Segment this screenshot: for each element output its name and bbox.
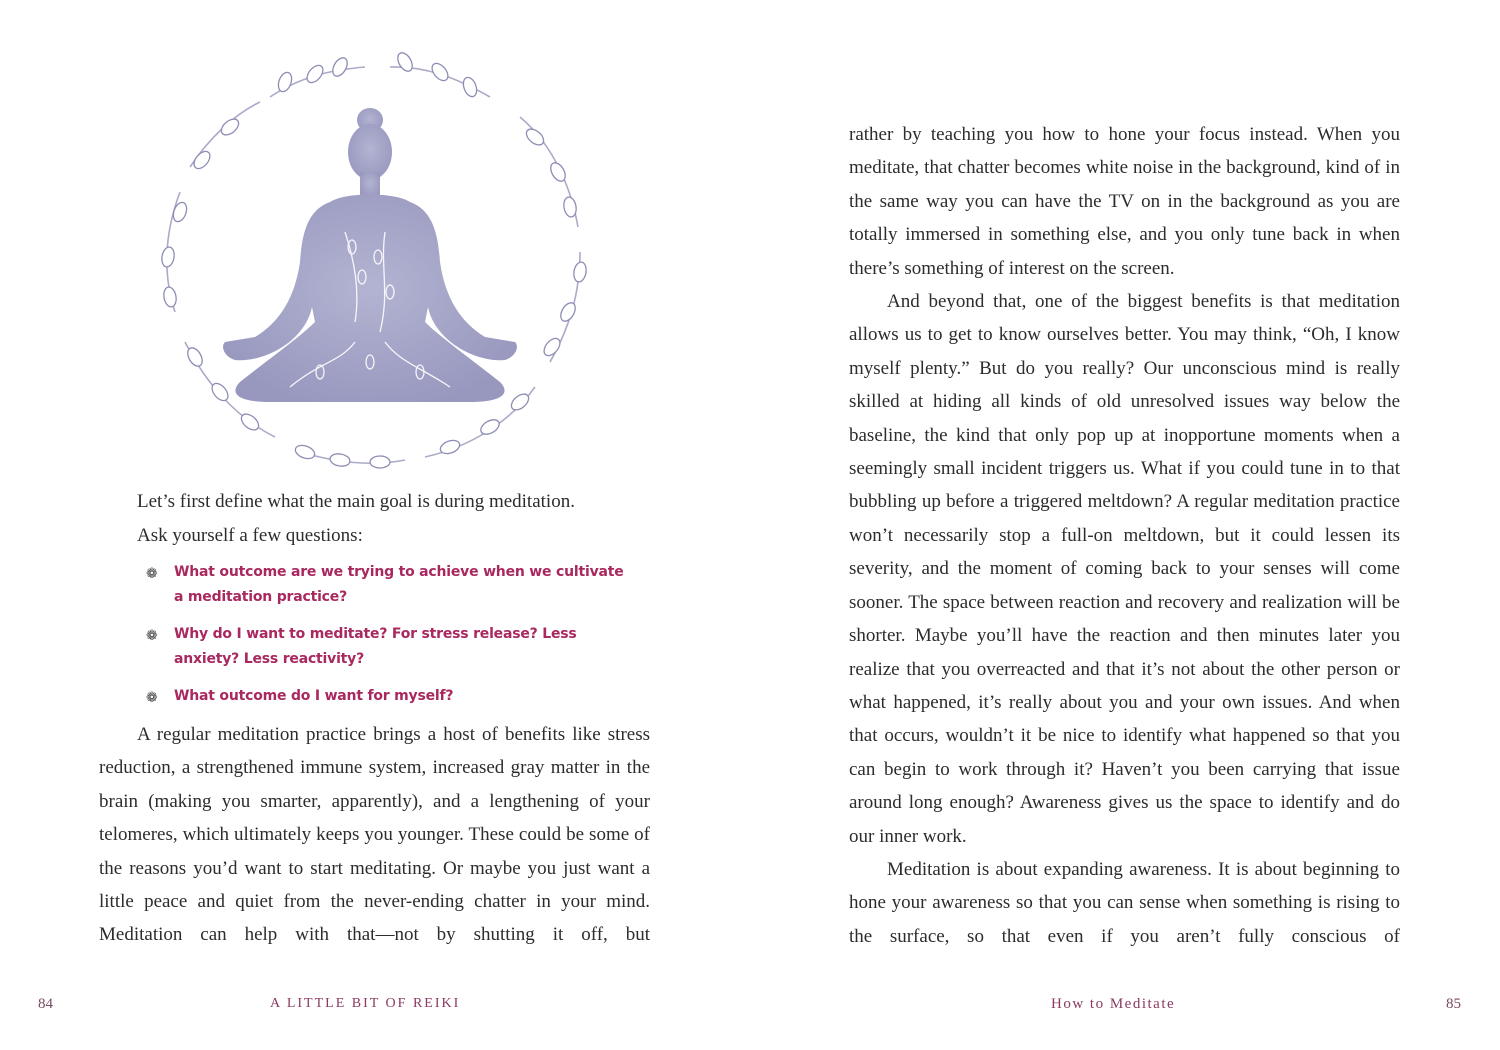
ornament-flower-icon: ❁ <box>146 566 158 582</box>
question-item: ❁ What outcome are we trying to achieve when we cultivate a meditation practice? <box>146 564 624 605</box>
page-number-left: 84 <box>38 996 53 1012</box>
meditating-figure-wreath-icon <box>140 42 600 492</box>
intro-text <box>137 485 657 553</box>
page-number-right: 85 <box>1446 996 1461 1012</box>
question-item: ❁ Why do I want to meditate? For stress release? Less anxiety? Less reactivity? <box>146 626 577 667</box>
running-head-left: A LITTLE BIT OF REIKI <box>270 996 461 1011</box>
ornament-flower-icon: ❁ <box>146 690 158 706</box>
ornament-flower-icon: ❁ <box>146 628 158 644</box>
intro-line: Ask yourself a few questions: <box>137 525 363 546</box>
body-paragraph: And beyond that, one of the biggest benefits is that meditation allows us to get to know ourselves better. You may think, “Oh, I know myself plenty.” But do you really? Our unconscious mind is really skilled at hiding all kinds of old unresolved issues way below the baseline, the kind that only pop up at inopportune moments when a seemingly small incident triggers us. What if you could tune in to that bubbling up before a triggered meltdown? A regular meditation practice won’t necessarily stop a full-on meltdown, but it could lessen its severity, and the moment of coming back to your senses will come sooner. The space between reaction and recovery and realization will be shorter. Maybe you’ll have the reaction and then minutes later you realize that you overreacted and that it’s not about the other person or what happened, it’s really about you and your own issues. And when that occurs, wouldn’t it be nice to identify what happened so that you can begin to work through it? Haven’t you been carrying that issue around long enough? Awareness gives us the space to identify and do our inner work. <box>849 291 1400 847</box>
intro-line: Let’s first define what the main goal is during meditation. <box>137 491 575 512</box>
question-item: ❁ What outcome do I want for myself? <box>146 688 454 706</box>
body-paragraph: A regular meditation practice brings a host of benefits like stress reduction, a strengthened immune system, increased gray matter in the brain (making you smarter, apparently), and a lengthening of your telomeres, which ultimately keeps you younger. These could be some of the reasons you’d want to start meditating. Or maybe you just want a little peace and quiet from the never-ending chatter in your mind. Meditation can help with that—not by shutting it off, but <box>99 724 650 946</box>
left-body-text <box>99 718 650 952</box>
meditation-illustration <box>140 42 600 492</box>
running-head-right: How to Meditate <box>1051 996 1176 1012</box>
question-list <box>146 560 626 721</box>
body-paragraph: rather by teaching you how to hone your focus instead. When you meditate, that chatter becomes white noise in the background, kind of in the same way you can have the TV on in the background as you are totally immersed in something else, and you only tune back in when there’s something of interest on the screen. <box>849 124 1400 279</box>
right-body-text <box>849 118 1400 953</box>
body-paragraph: Meditation is about expanding awareness. It is about beginning to hone your awareness so that you can sense when something is rising to the surface, so that even if you aren’t fully conscious of <box>849 858 1400 947</box>
